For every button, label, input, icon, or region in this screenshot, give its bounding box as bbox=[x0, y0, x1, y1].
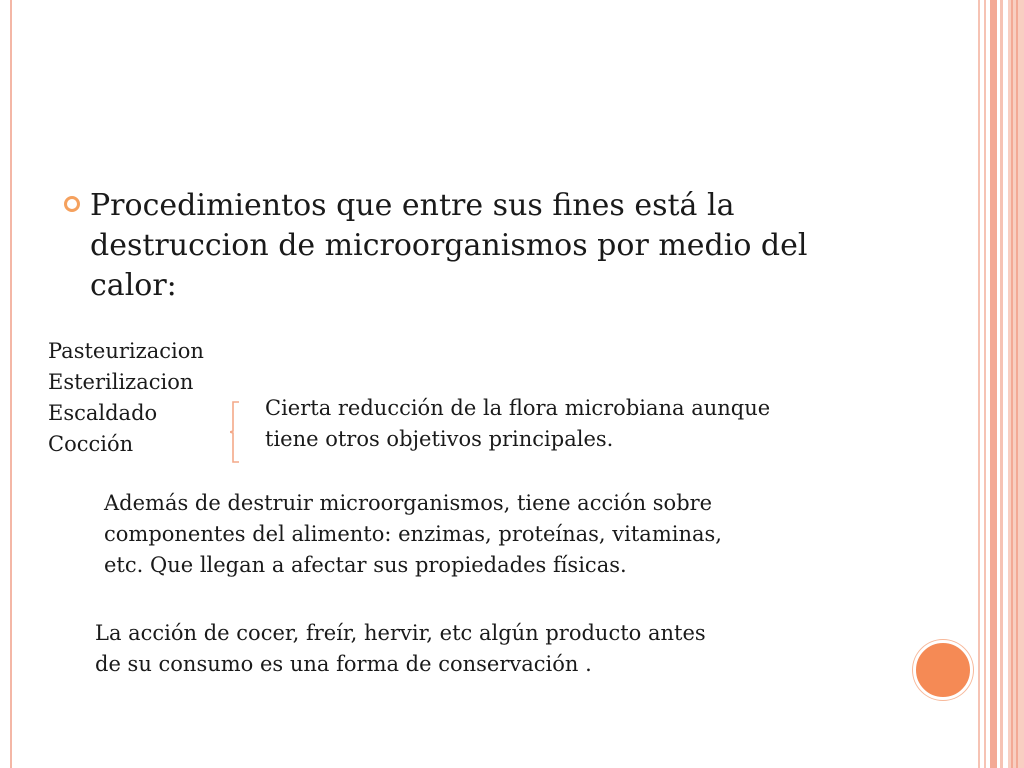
decorative-stripe bbox=[1011, 0, 1013, 768]
decorative-stripe bbox=[978, 0, 980, 768]
method-item: Pasteurizacion bbox=[48, 339, 204, 363]
sterilization-note bbox=[104, 488, 824, 581]
method-item: Cocción bbox=[48, 432, 134, 456]
decorative-stripe bbox=[1016, 0, 1018, 768]
bullet-text: Procedimientos que entre sus fines está la destruccion de microorganismos por medio del calor: bbox=[90, 188, 808, 303]
note-line: Cierta reducción de la flora microbiana aunque bbox=[265, 396, 771, 420]
method-item: Escaldado bbox=[48, 401, 158, 425]
decorative-circle bbox=[913, 640, 973, 700]
scalding-note bbox=[265, 393, 845, 455]
left-border-line bbox=[10, 0, 12, 768]
methods-list bbox=[48, 336, 204, 460]
cooking-note bbox=[95, 618, 835, 680]
bullet-circle-icon bbox=[64, 196, 80, 212]
note-line: de su consumo es una forma de conservación . bbox=[95, 652, 592, 676]
decorative-stripe bbox=[990, 0, 997, 768]
decorative-stripe bbox=[1000, 0, 1003, 768]
main-bullet bbox=[62, 186, 842, 306]
decorative-stripe bbox=[984, 0, 986, 768]
note-line: componentes del alimento: enzimas, proteínas, vitaminas, bbox=[104, 522, 722, 546]
note-line: Además de destruir microorganismos, tiene acción sobre bbox=[104, 491, 713, 515]
left-bracket-icon bbox=[230, 401, 240, 463]
note-line: etc. Que llegan a afectar sus propiedades físicas. bbox=[104, 553, 627, 577]
note-line: La acción de cocer, freír, hervir, etc algún producto antes bbox=[95, 621, 706, 645]
method-item: Esterilizacion bbox=[48, 370, 194, 394]
note-line: tiene otros objetivos principales. bbox=[265, 427, 614, 451]
